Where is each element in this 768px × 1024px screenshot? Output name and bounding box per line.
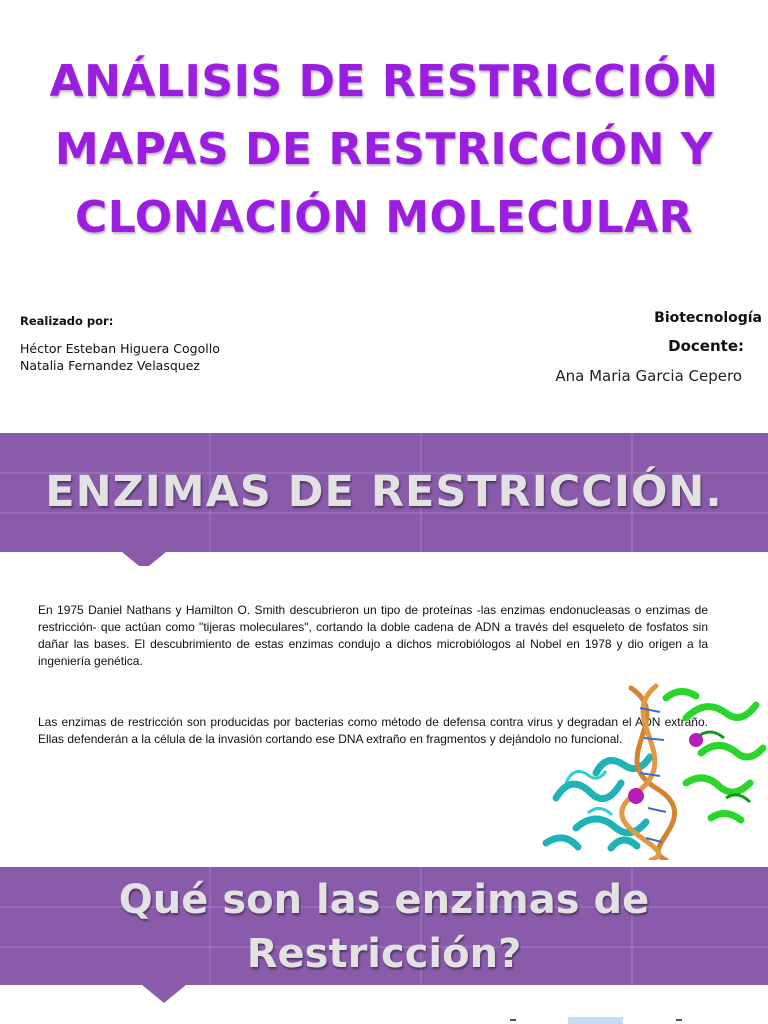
subject-label: Biotecnología [654, 310, 762, 326]
author-name: Natalia Fernandez Velasquez [20, 358, 200, 373]
title-line-2: MAPAS DE RESTRICCIÓN Y [54, 124, 714, 175]
teacher-name: Ana Maria Garcia Cepero [555, 367, 742, 385]
paragraph-history: En 1975 Daniel Nathans y Hamilton O. Smith descubrieron un tipo de proteínas -las enzimas endonucleasas o enzimas de restricción- que actúan como "tijeras moleculares", cortando la doble cadena de ADN a través del esqueleto de fosfatos sin dañar las bases. El descubrimiento de estas enzimas condujo a dichos microbiólogos al Nobel en 1978 y dio origen a la ingeniería genética. [38, 603, 708, 668]
question-banner [0, 867, 768, 985]
banner-title: ENZIMAS DE RESTRICCIÓN. [45, 467, 723, 517]
authors-block [20, 314, 220, 374]
paragraph-function: Las enzimas de restricción son producidas por bacterias como método de defensa contra virus y degradan el ADN extraño. Ellas defenderán a la célula de la invasión cortando ese DNA extraño en fragmentos y dejándolo no funcional. [38, 715, 708, 746]
course-info [462, 308, 762, 388]
authors-label: Realizado por: [20, 314, 114, 328]
section-banner [0, 433, 768, 552]
protein-dna-structure-image [536, 678, 768, 860]
title-line-1: ANÁLISIS DE RESTRICCIÓN [49, 56, 719, 107]
question-title-line-1: Qué son las enzimas de [118, 877, 650, 923]
question-title-line-2: Restricción? [246, 931, 522, 977]
main-title [0, 48, 768, 252]
question-title [0, 873, 768, 981]
author-name: Héctor Esteban Higuera Cogollo [20, 341, 220, 356]
title-slide [0, 0, 768, 418]
docente-label: Docente: [668, 337, 744, 355]
title-line-3: CLONACIÓN MOLECULAR [74, 192, 694, 243]
sequence-diagram-fragment [508, 1014, 688, 1024]
banner-pointer [142, 985, 186, 1003]
